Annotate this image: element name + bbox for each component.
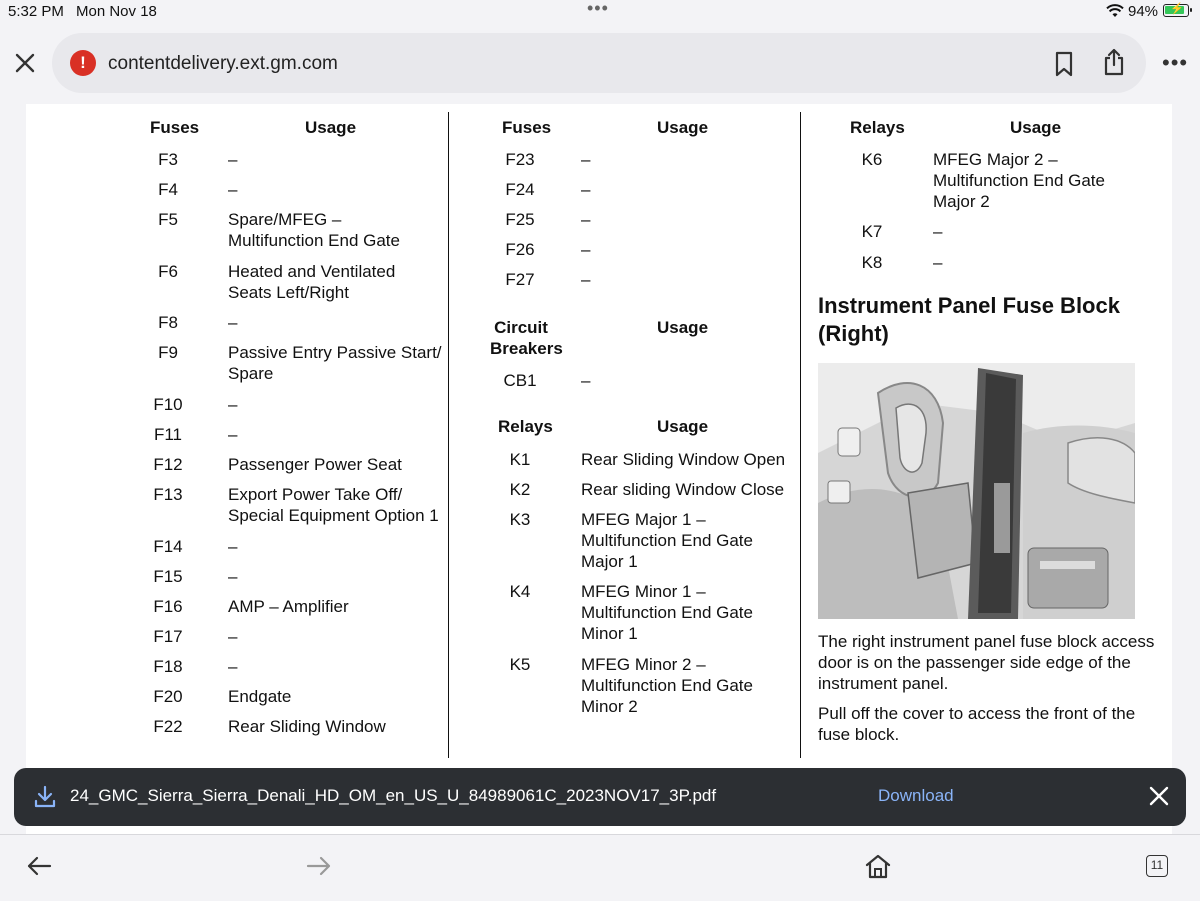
breaker-row-usage: –	[581, 371, 591, 390]
close-icon[interactable]	[12, 50, 38, 76]
usage-header: Usage	[305, 118, 357, 137]
relay-row-usage: –	[933, 253, 943, 272]
battery-icon: ⚡	[1163, 4, 1189, 17]
fuse-row-usage: AMP – Amplifier	[228, 597, 349, 616]
fuse-row-usage: –	[581, 180, 591, 199]
fuse-row-usage: –	[228, 567, 238, 586]
status-bar	[0, 0, 1200, 24]
fuse-row-usage: –	[228, 180, 238, 199]
address-bar-row	[0, 30, 1200, 96]
fuse-row-usage: Endgate	[228, 687, 292, 706]
fuse-row-usage: –	[228, 425, 238, 444]
fuse-row-usage: –	[228, 395, 238, 414]
download-bar	[14, 768, 1186, 826]
fuse-row-id: F11	[153, 425, 183, 444]
battery-percentage: 94%	[1128, 3, 1159, 20]
fuse-row-id: F23	[505, 150, 535, 169]
wifi-icon	[1106, 4, 1124, 18]
fuse-block-photo	[818, 363, 1135, 619]
more-options-icon[interactable]: •••	[1162, 50, 1189, 75]
multitasking-dots-icon[interactable]: •••	[587, 0, 609, 18]
fuse-row-id: F14	[153, 537, 183, 556]
url-text[interactable]: contentdelivery.ext.gm.com	[108, 53, 338, 74]
relay-row-id: K3	[509, 510, 531, 529]
fuse-row-id: F20	[153, 687, 183, 706]
usage-header: Usage	[657, 118, 709, 137]
description-paragraph: The right instrument panel fuse block access door is on the passenger side edge of the instrument panel.	[818, 632, 1155, 693]
fuse-row-usage: –	[581, 210, 591, 229]
relay-row-id: K1	[509, 450, 531, 469]
fuse-row-id: F6	[158, 262, 178, 281]
fuse-row-id: F12	[153, 455, 183, 474]
fuse-row-id: F5	[158, 210, 178, 229]
circuit-breakers-header: Circuit Breakers	[490, 318, 563, 358]
download-filename: 24_GMC_Sierra_Sierra_Denali_HD_OM_en_US_U_84989061C_2023NOV17_3P.pdf	[70, 786, 717, 805]
relay-row-usage: Rear Sliding Window Open	[581, 450, 786, 469]
tab-switcher-button[interactable]: 11	[1146, 855, 1168, 877]
relay-row-id: K7	[861, 222, 883, 241]
fuse-row-id: F3	[158, 150, 178, 169]
relay-row-usage: MFEG Minor 1 – Multifunction End Gate Minor 1	[581, 582, 753, 643]
column-divider	[448, 112, 449, 758]
description-paragraph: Pull off the cover to access the front of the fuse block.	[818, 704, 1136, 744]
fuse-row-usage: –	[228, 657, 238, 676]
fuse-row-id: F24	[505, 180, 535, 199]
fuse-row-id: F9	[158, 343, 178, 362]
usage-header: Usage	[657, 417, 709, 436]
fuse-row-usage: –	[581, 240, 591, 259]
not-secure-warning-icon[interactable]: !	[70, 50, 96, 76]
relay-row-id: K4	[509, 582, 531, 601]
relay-row-usage: MFEG Minor 2 – Multifunction End Gate Minor 2	[581, 655, 753, 716]
relays-header: Relays	[498, 417, 553, 436]
fuse-row-id: F18	[153, 657, 183, 676]
fuse-row-usage: –	[228, 313, 238, 332]
download-icon	[34, 785, 56, 809]
fuses-header: Fuses	[502, 118, 552, 137]
relays-header: Relays	[850, 118, 905, 137]
fuse-row-usage: Rear Sliding Window	[228, 717, 386, 736]
fuse-row-usage: Export Power Take Off/ Special Equipment Option 1	[228, 485, 439, 525]
fuse-row-usage: Spare/MFEG – Multifunction End Gate	[228, 210, 400, 250]
fuse-row-id: F13	[153, 485, 183, 504]
usage-header: Usage	[657, 318, 709, 337]
home-icon[interactable]	[864, 853, 892, 879]
section-title: Instrument Panel Fuse Block (Right)	[818, 293, 1120, 346]
back-arrow-icon[interactable]	[26, 855, 52, 877]
share-icon[interactable]	[1102, 47, 1126, 77]
fuse-row-id: F8	[158, 313, 178, 332]
download-button[interactable]: Download	[878, 786, 954, 805]
relay-row-usage: Rear sliding Window Close	[581, 480, 785, 499]
fuse-row-id: F4	[158, 180, 178, 199]
relay-row-usage: MFEG Major 2 – Multifunction End Gate Major 2	[933, 150, 1105, 211]
pdf-page[interactable]	[26, 104, 1172, 834]
fuses-header: Fuses	[150, 118, 200, 137]
fuse-row-id: F10	[153, 395, 183, 414]
fuse-row-usage: –	[228, 150, 238, 169]
relay-row-usage: MFEG Major 1 – Multifunction End Gate Major 1	[581, 510, 753, 571]
bottom-toolbar	[0, 834, 1200, 901]
fuse-row-id: F22	[153, 717, 183, 736]
bookmark-icon[interactable]	[1054, 51, 1074, 77]
fuse-row-id: F17	[153, 627, 183, 646]
relay-row-usage: –	[933, 222, 943, 241]
fuse-row-usage: –	[581, 150, 591, 169]
breaker-row-id: CB1	[503, 371, 537, 390]
fuse-row-id: F15	[153, 567, 183, 586]
forward-arrow-icon[interactable]	[306, 855, 332, 877]
fuse-row-usage: –	[581, 270, 591, 289]
fuse-row-id: F26	[505, 240, 535, 259]
fuse-row-usage: –	[228, 627, 238, 646]
fuse-row-usage: Passive Entry Passive Start/ Spare	[228, 343, 442, 383]
address-bar[interactable]	[52, 33, 1146, 93]
fuse-row-id: F27	[505, 270, 535, 289]
fuse-row-usage: Passenger Power Seat	[228, 455, 402, 474]
usage-header: Usage	[1010, 118, 1062, 137]
relay-row-id: K2	[509, 480, 531, 499]
relay-row-id: K6	[861, 150, 883, 169]
relay-row-id: K5	[509, 655, 531, 674]
fuse-row-id: F16	[153, 597, 183, 616]
status-time: 5:32 PM	[8, 3, 64, 20]
column-divider	[800, 112, 801, 758]
close-icon[interactable]	[1148, 785, 1170, 807]
status-date: Mon Nov 18	[76, 3, 157, 20]
fuse-row-usage: –	[228, 537, 238, 556]
fuse-row-id: F25	[505, 210, 535, 229]
relay-row-id: K8	[861, 253, 883, 272]
fuse-row-usage: Heated and Ventilated Seats Left/Right	[228, 262, 396, 302]
